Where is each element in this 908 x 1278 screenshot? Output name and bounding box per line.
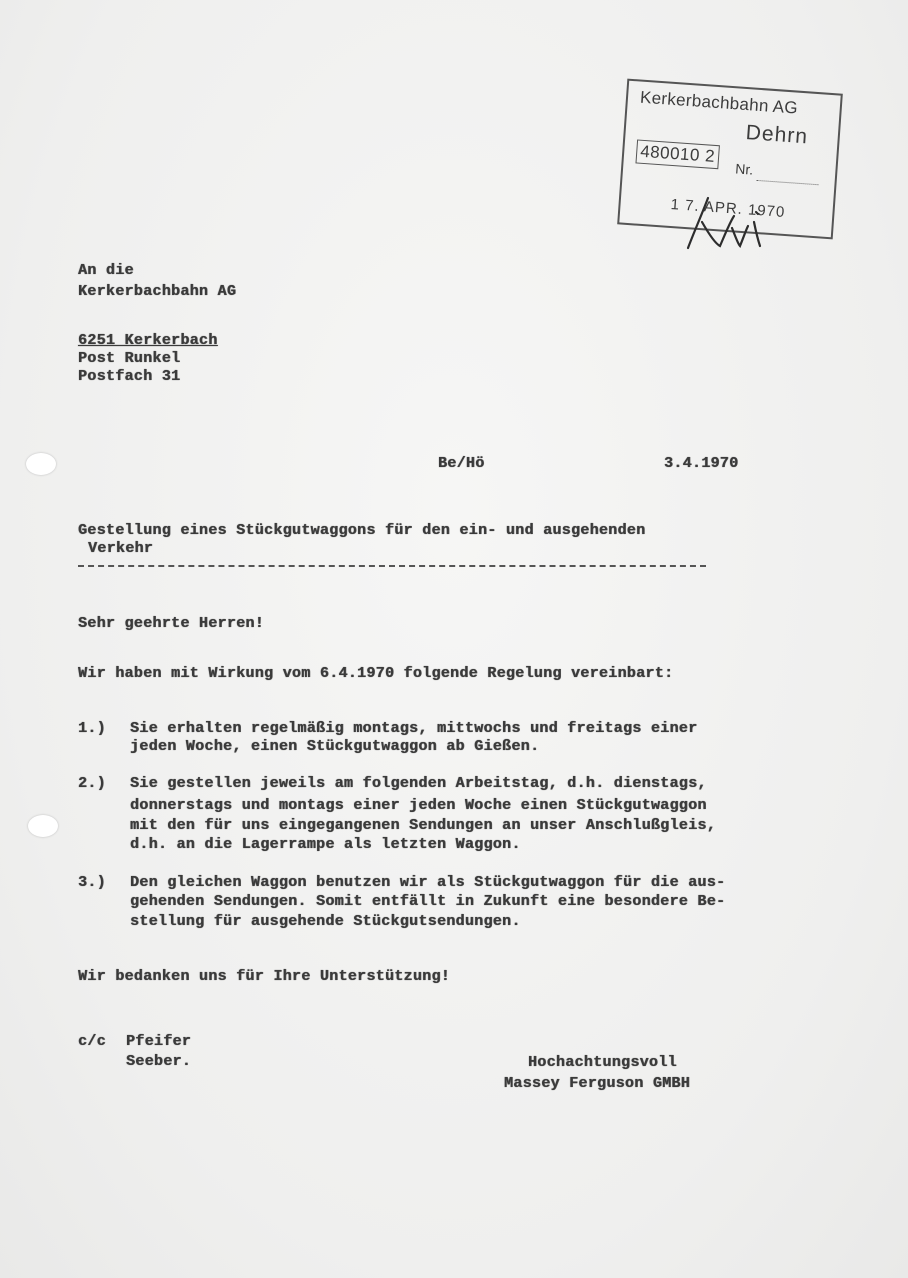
stamp-company: Kerkerbachbahn AG: [639, 87, 799, 118]
salutation: Sehr geehrte Herren!: [78, 615, 265, 632]
item-3-line-2: gehenden Sendungen. Somit entfällt in Zukunft eine besondere Be-: [130, 893, 726, 910]
recipient-line-2: Kerkerbachbahn AG: [78, 283, 237, 300]
item-2-number: 2.): [78, 775, 106, 792]
item-1-line-1: Sie erhalten regelmäßig montags, mittwochs und freitags einer: [130, 720, 698, 737]
item-2-line-2: donnerstags und montags einer jeden Woche einen Stückgutwaggon: [130, 797, 707, 814]
item-1-number: 1.): [78, 720, 106, 737]
cc-name-2: Seeber.: [126, 1053, 192, 1070]
reference-initials: Be/Hö: [438, 455, 485, 472]
punch-hole-bottom: [28, 815, 58, 837]
item-3-line-1: Den gleichen Waggon benutzen wir als Stückgutwaggon für die aus-: [130, 874, 726, 891]
stamp-date: 1 7. APR. 1970: [670, 195, 786, 221]
recipient-line-4: Post Runkel: [78, 350, 181, 367]
recipient-line-5: Postfach 31: [78, 368, 181, 385]
cc-label: c/c: [78, 1033, 106, 1050]
item-2-line-3: mit den für uns eingegangenen Sendungen an unser Anschlußgleis,: [130, 817, 716, 834]
stamp-place: Dehrn: [745, 121, 809, 149]
recipient-line-3: 6251 Kerkerbach: [78, 332, 218, 349]
reference-date: 3.4.1970: [664, 455, 739, 472]
thanks-text: Wir bedanken uns für Ihre Unterstützung!: [78, 968, 451, 985]
closing-line-2: Massey Ferguson GMBH: [504, 1075, 691, 1092]
item-3-number: 3.): [78, 874, 106, 891]
handwritten-initials: [680, 192, 772, 258]
item-2-line-1: Sie gestellen jeweils am folgenden Arbeitstag, d.h. dienstags,: [130, 775, 707, 792]
subject-line-1: Gestellung eines Stückgutwaggons für den ein- und ausgehenden: [78, 522, 646, 539]
cc-name-1: Pfeifer: [126, 1033, 192, 1050]
item-2-line-4: d.h. an die Lagerrampe als letzten Waggon.: [130, 836, 521, 853]
stamp-nr-line: [757, 180, 819, 185]
item-1-line-2: jeden Woche, einen Stückgutwaggon ab Gießen.: [130, 738, 540, 755]
item-3-line-3: stellung für ausgehende Stückgutsendungen.: [130, 913, 521, 930]
punch-hole-top: [26, 453, 56, 475]
stamp-code: 480010 2: [635, 139, 719, 169]
subject-rule: [78, 565, 706, 567]
intro-text: Wir haben mit Wirkung vom 6.4.1970 folgende Regelung vereinbart:: [78, 665, 674, 682]
stamp-nr-label: Nr.: [734, 160, 754, 178]
recipient-line-1: An die: [78, 262, 134, 279]
closing-line-1: Hochachtungsvoll: [528, 1054, 677, 1071]
subject-line-2: Verkehr: [88, 540, 154, 557]
